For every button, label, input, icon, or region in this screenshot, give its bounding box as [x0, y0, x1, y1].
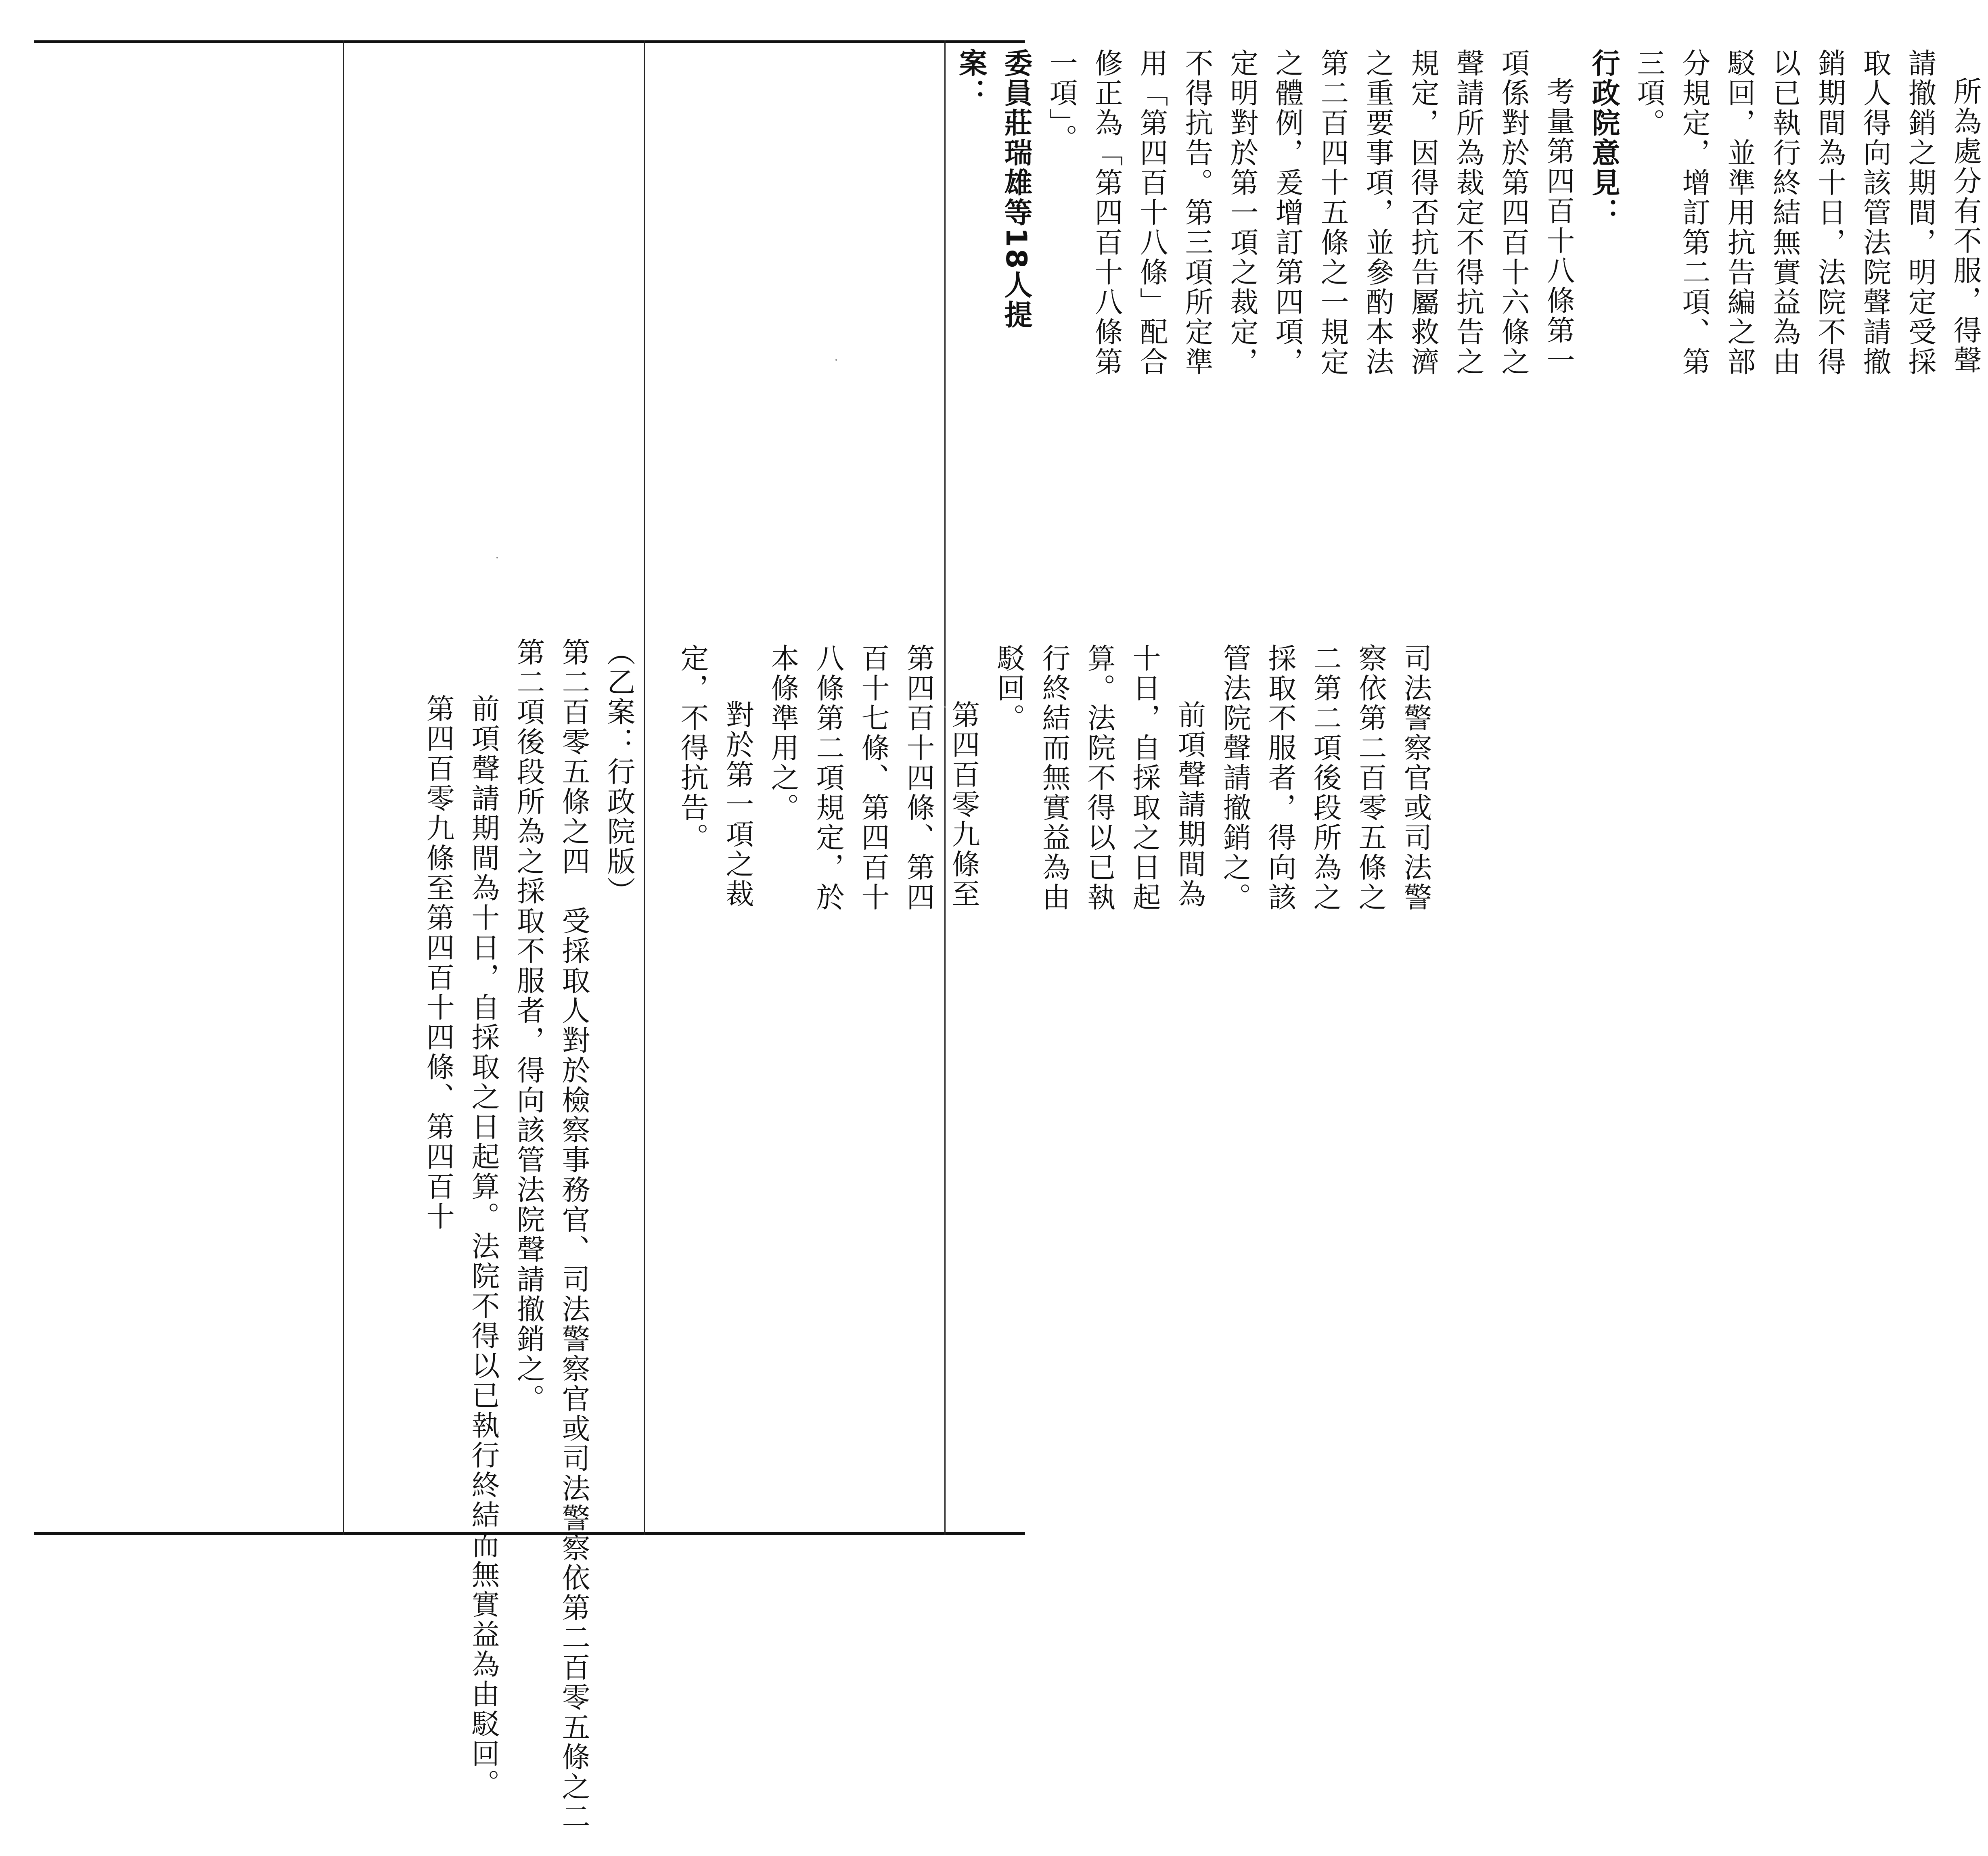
scan-speck	[944, 706, 946, 708]
paragraph: （乙案：行政院版）	[603, 637, 636, 906]
middle-text-column	[670, 644, 1438, 926]
paragraph: 前項聲請期間為十日，自採取之日起算。法院不得以已執行終結而無實益為由駁回。	[992, 644, 1206, 912]
scan-speck	[496, 557, 498, 558]
scan-speck	[835, 359, 837, 361]
left-text-column	[416, 637, 642, 1856]
column-divider-left	[343, 40, 344, 1535]
paragraph: 前項聲請期間為十日，自採取之日起算。法院不得以已執行終結而無實益為由駁回。	[467, 694, 500, 1799]
paragraph: 行政院意見：	[1587, 48, 1620, 228]
paragraph: 第四百零九條至第四百十四條、第四百十七條、第四百十八條第二項規定，於本條準用之。	[766, 644, 980, 912]
paragraph: 考量第四百十八條第一項係對於第四百十六條之聲請所為裁定不得抗告之規定，因得否抗告屬救濟之重要事項，並參酌本法第二百四十五條之一規定之體例，爰增訂第四項，定明對於第一項之裁定，不得抗告。第三項所定準用「第四百十八條」配合修正為「第四百十八條第一項」。	[1045, 48, 1575, 377]
column-divider-middle	[644, 40, 645, 1535]
paragraph: 司法警察官或司法警察依第二百零五條之二第二項後段所為之採取不服者，得向該管法院聲請撤銷之。	[1218, 644, 1432, 912]
paragraph: 所為處分有不服，得聲請撤銷之期間，明定受採取人得向該管法院聲請撤銷期間為十日，法院不得以已執行終結無實益為由駁回，並準用抗告編之部分規定，增訂第二項、第三項。	[1632, 48, 1982, 377]
paragraph: 第四百零九條至第四百十四條、第四百十	[422, 694, 455, 1231]
paragraph: 對於第一項之裁定，不得抗告。	[676, 644, 754, 909]
top-rule	[34, 40, 1025, 43]
paragraph: 委員莊瑞雄等18人提案：	[954, 48, 1033, 330]
paragraph: 第二百零五條之四 受採取人對於檢察事務官、司法警察官或司法警察依第二百零五條之二第二項後段所為之採取不服者，得向該管法院聲請撤銷之。	[512, 637, 590, 1832]
right-text-column	[948, 48, 1988, 379]
